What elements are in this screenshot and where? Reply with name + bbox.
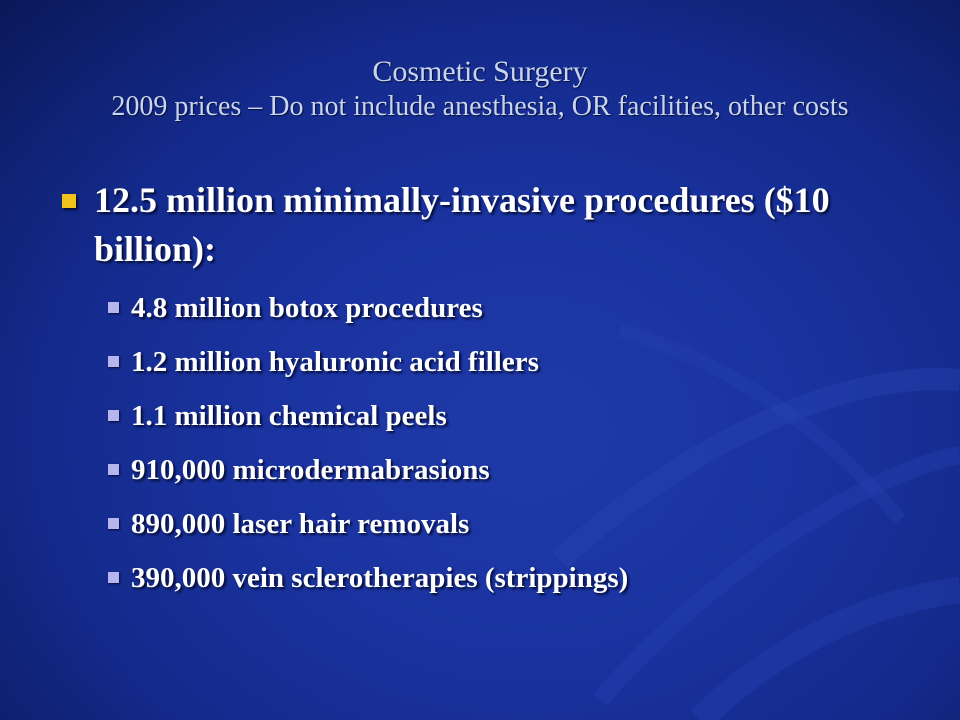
list-item-text: 890,000 laser hair removals bbox=[131, 508, 470, 540]
square-bullet-icon bbox=[62, 194, 76, 208]
square-bullet-icon bbox=[108, 302, 119, 313]
list-item bbox=[108, 288, 928, 342]
square-bullet-icon bbox=[108, 356, 119, 367]
square-bullet-icon bbox=[108, 572, 119, 583]
square-bullet-icon bbox=[108, 464, 119, 475]
list-item-text: 390,000 vein sclerotherapies (strippings) bbox=[131, 562, 629, 594]
list-item-text: 1.2 million hyaluronic acid fillers bbox=[131, 346, 539, 378]
list-item bbox=[108, 504, 928, 558]
list-item-text: 1.1 million chemical peels bbox=[131, 400, 447, 432]
title-heading: Cosmetic Surgery bbox=[372, 55, 588, 88]
sub-bullet-list bbox=[108, 288, 928, 612]
square-bullet-icon bbox=[108, 518, 119, 529]
slide-title bbox=[0, 54, 960, 124]
list-item-text: 910,000 microdermabrasions bbox=[131, 454, 490, 486]
list-item bbox=[108, 450, 928, 504]
list-item bbox=[108, 396, 928, 450]
square-bullet-icon bbox=[108, 410, 119, 421]
main-bullet-text: 12.5 million minimally-invasive procedures ($10 billion): bbox=[94, 180, 830, 269]
title-subheading: 2009 prices – Do not include anesthesia, OR facilities, other costs bbox=[111, 91, 849, 122]
list-item bbox=[108, 558, 928, 612]
list-item-text: 4.8 million botox procedures bbox=[131, 292, 483, 324]
list-item bbox=[108, 342, 928, 396]
